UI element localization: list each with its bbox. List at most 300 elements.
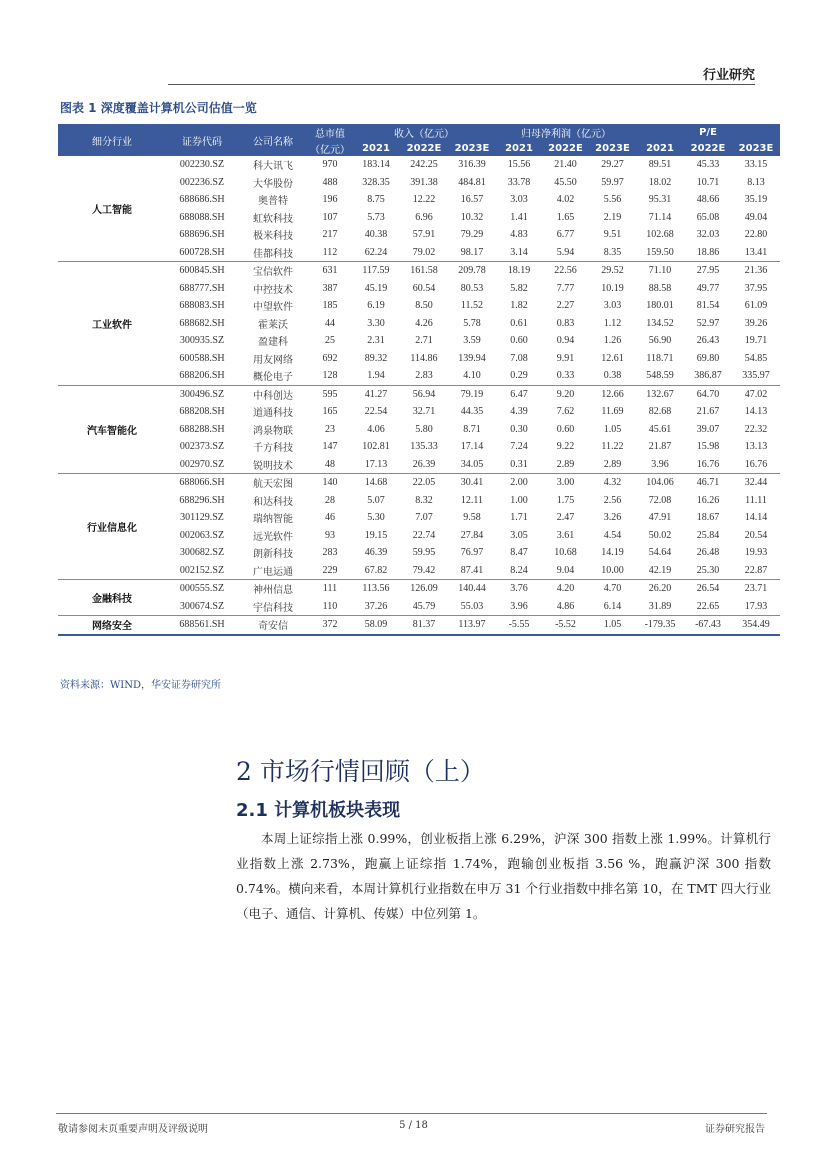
profit-2023e-cell: 1.12: [603, 317, 622, 329]
profit-2021-cell: 3.96: [496, 598, 542, 616]
pe-2022e-cell: 45.33: [696, 159, 720, 171]
profit-2021-cell: 1.00: [510, 494, 528, 506]
revenue-2022e-cell: 60.54: [412, 282, 436, 294]
pe-2023e-cell: 37.95: [744, 282, 768, 294]
profit-2023e-cell: 8.35: [589, 244, 636, 262]
header-year: 2023E: [589, 140, 636, 156]
revenue-2021-cell: 4.06: [367, 423, 385, 435]
pe-2021-cell: 88.58: [648, 282, 672, 294]
pe-2023e-cell: 8.13: [747, 176, 765, 188]
revenue-2023e-cell: 79.19: [460, 388, 484, 400]
pe-2022e-cell: 15.98: [696, 441, 720, 453]
revenue-2021-cell: 40.38: [364, 229, 388, 241]
pe-2021-cell: 95.31: [648, 194, 672, 206]
header-year: 2021: [496, 140, 542, 156]
valuation-table: [58, 124, 780, 636]
revenue-2022e-cell: 45.79: [400, 598, 448, 616]
profit-2022e-cell: 1.75: [556, 494, 575, 506]
profit-2022e-cell: 1.65: [556, 211, 575, 223]
table-row: [58, 509, 780, 527]
profit-2022e-cell: 7.62: [556, 406, 575, 418]
company-name-cell: 奥普特: [258, 196, 288, 208]
pe-2023e-cell: 39.26: [744, 317, 768, 329]
company-name-cell: 佳都科技: [238, 244, 308, 262]
pe-2023e-cell: 35.19: [744, 194, 768, 206]
company-name-cell: 远光软件: [253, 531, 293, 543]
market-cap-cell: 283: [322, 547, 338, 559]
pe-2021-cell: 31.89: [636, 598, 684, 616]
table-row: [58, 438, 780, 456]
revenue-2021-cell: 46.39: [364, 547, 388, 559]
pe-2021-cell: 159.50: [636, 244, 684, 262]
profit-2022e-cell: 0.60: [556, 423, 575, 435]
table-row: [58, 580, 780, 598]
code-cell: 300682.SZ: [179, 547, 225, 559]
code-cell: 002230.SZ: [179, 159, 225, 171]
profit-2023e-cell: 5.56: [603, 194, 622, 206]
revenue-2023e-cell: 44.35: [460, 406, 484, 418]
pe-2022e-cell: 49.77: [696, 282, 720, 294]
company-name-cell: 宝信软件: [253, 267, 293, 279]
profit-2021-cell: 3.14: [496, 244, 542, 262]
profit-2021-cell: 1.71: [510, 512, 528, 524]
sector-cell: 人工智能: [58, 156, 166, 262]
header-sector: 细分行业: [58, 124, 166, 156]
pe-2022e-cell: 69.80: [696, 352, 720, 364]
profit-2022e-cell: 4.86: [542, 598, 589, 616]
header-year: 2023E: [732, 140, 780, 156]
profit-2023e-cell: 14.19: [601, 547, 624, 559]
pe-2022e-cell: 27.95: [696, 265, 720, 277]
pe-2023e-cell: 23.71: [744, 583, 768, 595]
header-name: 公司名称: [238, 124, 308, 156]
profit-2022e-cell: 10.68: [554, 547, 577, 559]
company-name-cell: 锐明技术: [238, 456, 308, 474]
company-name-cell: 虹软科技: [253, 213, 293, 225]
revenue-2021-cell: 89.32: [364, 352, 388, 364]
pe-2023e-cell: 21.36: [744, 265, 768, 277]
company-name-cell: 广电运通: [238, 562, 308, 580]
table-row: [58, 598, 780, 616]
profit-2022e-cell: 2.89: [542, 456, 589, 474]
revenue-2023e-cell: 10.32: [460, 211, 484, 223]
revenue-2022e-cell: 79.42: [400, 562, 448, 580]
table-row: [58, 315, 780, 333]
pe-2023e-cell: 19.71: [744, 335, 768, 347]
revenue-2021-cell: 67.82: [352, 562, 400, 580]
code-cell: 688083.SH: [179, 300, 225, 312]
code-cell: 688777.SH: [179, 282, 225, 294]
code-cell: 300935.SZ: [179, 335, 225, 347]
pe-2021-cell: 180.01: [646, 300, 674, 312]
pe-2021-cell: 54.64: [648, 547, 672, 559]
market-cap-cell: 46: [325, 512, 335, 524]
header-mktcap: 总市值: [308, 124, 352, 140]
code-cell: 002236.SZ: [179, 176, 225, 188]
pe-2022e-cell: 21.67: [696, 406, 720, 418]
pe-2022e-cell: -67.43: [684, 616, 732, 635]
profit-2021-cell: 8.47: [510, 547, 528, 559]
section-subheading: 2.1 计算机板块表现: [236, 800, 401, 821]
table-row: [58, 280, 780, 298]
pe-2023e-cell: 54.85: [744, 352, 768, 364]
revenue-2023e-cell: 8.71: [463, 423, 481, 435]
revenue-2022e-cell: 79.02: [400, 244, 448, 262]
code-cell: 688208.SH: [179, 406, 225, 418]
market-cap-cell: 93: [325, 529, 335, 541]
revenue-2023e-cell: 140.44: [458, 583, 486, 595]
profit-2021-cell: 7.24: [510, 441, 528, 453]
revenue-2023e-cell: 17.14: [460, 441, 484, 453]
header-mktcap-unit: （亿元）: [308, 140, 352, 156]
pe-2022e-cell: 26.48: [696, 547, 720, 559]
revenue-2021-cell: 37.26: [352, 598, 400, 616]
company-name-cell: 概伦电子: [238, 367, 308, 385]
profit-2022e-cell: 2.47: [556, 512, 575, 524]
header-code: 证券代码: [166, 124, 238, 156]
table-row: [58, 492, 780, 510]
code-cell: 600588.SH: [179, 352, 225, 364]
profit-2021-cell: 2.00: [510, 477, 528, 489]
profit-2022e-cell: 2.27: [556, 300, 575, 312]
revenue-2022e-cell: 7.07: [415, 512, 433, 524]
pe-2021-cell: 50.02: [648, 529, 672, 541]
revenue-2022e-cell: 8.50: [415, 300, 433, 312]
profit-2021-cell: 18.19: [507, 265, 531, 277]
profit-2021-cell: 0.31: [496, 456, 542, 474]
company-name-cell: 大华股份: [253, 178, 293, 190]
table-row: [58, 174, 780, 192]
pe-2021-cell: 132.67: [646, 388, 674, 400]
profit-2022e-cell: 9.22: [556, 441, 575, 453]
revenue-2023e-cell: 113.97: [448, 616, 496, 635]
profit-2023e-cell: 29.52: [601, 265, 624, 277]
footer-report-type: 证券研究报告: [705, 1124, 765, 1135]
company-name-cell: 神州信息: [253, 585, 293, 597]
pe-2023e-cell: 22.80: [744, 229, 768, 241]
profit-2022e-cell: 5.94: [542, 244, 589, 262]
revenue-2022e-cell: 242.25: [410, 159, 438, 171]
pe-2022e-cell: 16.76: [684, 456, 732, 474]
revenue-2023e-cell: 9.58: [463, 512, 481, 524]
company-name-cell: 航天宏图: [253, 479, 293, 491]
footer-disclaimer: 敬请参阅末页重要声明及评级说明: [58, 1124, 208, 1135]
market-cap-cell: 229: [308, 562, 352, 580]
market-cap-cell: 631: [322, 265, 338, 277]
code-cell: 002063.SZ: [179, 529, 225, 541]
code-cell: 600728.SH: [166, 244, 238, 262]
revenue-2023e-cell: 5.78: [463, 317, 481, 329]
profit-2023e-cell: 3.26: [603, 512, 622, 524]
table-source: 资料来源：WIND，华安证券研究所: [60, 680, 221, 691]
profit-2023e-cell: 11.22: [601, 441, 624, 453]
code-cell: 688561.SH: [166, 616, 238, 635]
company-name-cell: 朗新科技: [253, 549, 293, 561]
revenue-2023e-cell: 30.41: [460, 477, 484, 489]
revenue-2021-cell: 22.54: [364, 406, 388, 418]
pe-2023e-cell: 16.76: [732, 456, 780, 474]
profit-2021-cell: 7.08: [510, 352, 528, 364]
revenue-2022e-cell: 2.83: [400, 367, 448, 385]
profit-2021-cell: 0.61: [510, 317, 528, 329]
header-section-label: 行业研究: [702, 68, 755, 83]
header-profit: 归母净利润（亿元）: [496, 124, 636, 140]
table-body: [58, 156, 780, 635]
table-row: [58, 456, 780, 474]
profit-2022e-cell: 4.20: [556, 583, 575, 595]
market-cap-cell: 488: [322, 176, 338, 188]
revenue-2023e-cell: 4.10: [448, 367, 496, 385]
sector-cell: 网络安全: [58, 616, 166, 635]
company-name-cell: 用友网络: [253, 354, 293, 366]
profit-2023e-cell: 2.19: [603, 211, 622, 223]
code-cell: 688066.SH: [179, 477, 225, 489]
profit-2021-cell: 33.78: [507, 176, 531, 188]
pe-2021-cell: 45.61: [648, 423, 672, 435]
table-row: [58, 474, 780, 492]
profit-2023e-cell: 59.97: [601, 176, 624, 188]
code-cell: 688696.SH: [179, 229, 225, 241]
pe-2021-cell: 71.14: [648, 211, 672, 223]
revenue-2022e-cell: 26.39: [400, 456, 448, 474]
revenue-2022e-cell: 22.74: [412, 529, 436, 541]
company-name-cell: 宇信科技: [238, 598, 308, 616]
revenue-2021-cell: 62.24: [352, 244, 400, 262]
header-year: 2021: [636, 140, 684, 156]
market-cap-cell: 595: [322, 388, 338, 400]
code-cell: 600845.SH: [179, 265, 225, 277]
market-cap-cell: 48: [308, 456, 352, 474]
market-cap-cell: 196: [322, 194, 338, 206]
pe-2023e-cell: 22.32: [744, 423, 768, 435]
company-name-cell: 中控技术: [253, 284, 293, 296]
revenue-2023e-cell: 209.78: [458, 265, 486, 277]
company-name-cell: 千方科技: [253, 443, 293, 455]
profit-2022e-cell: 0.94: [556, 335, 575, 347]
profit-2023e-cell: 10.00: [589, 562, 636, 580]
pe-2023e-cell: 335.97: [732, 367, 780, 385]
profit-2023e-cell: 4.54: [603, 529, 622, 541]
profit-2022e-cell: 0.83: [556, 317, 575, 329]
market-cap-cell: 128: [308, 367, 352, 385]
profit-2022e-cell: 3.61: [556, 529, 575, 541]
market-cap-cell: 111: [322, 583, 338, 595]
code-cell: 688296.SH: [179, 494, 225, 506]
revenue-2021-cell: 1.94: [352, 367, 400, 385]
company-name-cell: 道通科技: [253, 408, 293, 420]
profit-2022e-cell: 3.00: [556, 477, 575, 489]
pe-2021-cell: 47.91: [648, 512, 672, 524]
pe-2023e-cell: 354.49: [732, 616, 780, 635]
company-name-cell: 鸿泉物联: [253, 425, 293, 437]
profit-2021-cell: 3.03: [510, 194, 528, 206]
revenue-2021-cell: 41.27: [364, 388, 388, 400]
revenue-2023e-cell: 55.03: [448, 598, 496, 616]
profit-2022e-cell: 9.04: [542, 562, 589, 580]
profit-2023e-cell: 12.61: [601, 352, 624, 364]
pe-2023e-cell: 32.44: [744, 477, 768, 489]
body-paragraph: 本周上证综指上涨 0.99%，创业板指上涨 6.29%，沪深 300 指数上涨 1.99%。计算机行业指数上涨 2.73%，跑赢上证综指 1.74%，跑输创业板指 3.56 %，跑赢沪深 300 指数 0.74%。横向来看，本周计算机行业指数在申万 31 个行业指数中排名第 10，在 TMT 四大行业（电子、通信、计算机、传媒）中位列第 1。: [236, 831, 771, 921]
table-row: [58, 527, 780, 545]
market-cap-cell: 970: [322, 159, 338, 171]
revenue-2021-cell: 328.35: [362, 176, 390, 188]
pe-2023e-cell: 19.93: [744, 547, 768, 559]
profit-2023e-cell: 3.03: [603, 300, 622, 312]
footer-page-number: 5 / 18: [399, 1120, 428, 1131]
pe-2023e-cell: 13.41: [732, 244, 780, 262]
pe-2022e-cell: 16.26: [696, 494, 720, 506]
section-heading: 2 市场行情回顾（上）: [236, 757, 485, 786]
profit-2021-cell: 3.76: [510, 583, 528, 595]
revenue-2022e-cell: 6.96: [415, 211, 433, 223]
profit-2023e-cell: 1.05: [603, 423, 622, 435]
profit-2022e-cell: 6.77: [556, 229, 575, 241]
pe-2023e-cell: 61.09: [744, 300, 768, 312]
table-row: [58, 262, 780, 280]
revenue-2023e-cell: 27.84: [460, 529, 484, 541]
pe-2023e-cell: 13.13: [744, 441, 768, 453]
pe-2022e-cell: 64.70: [696, 388, 720, 400]
profit-2023e-cell: 2.56: [603, 494, 622, 506]
pe-2023e-cell: 20.54: [744, 529, 768, 541]
code-cell: 300496.SZ: [179, 388, 225, 400]
revenue-2021-cell: 183.14: [362, 159, 390, 171]
revenue-2022e-cell: 126.09: [410, 583, 438, 595]
code-cell: 688288.SH: [179, 423, 225, 435]
profit-2023e-cell: 0.38: [589, 367, 636, 385]
pe-2022e-cell: 10.71: [696, 176, 720, 188]
revenue-2022e-cell: 32.71: [412, 406, 436, 418]
pe-2022e-cell: 65.08: [696, 211, 720, 223]
code-cell: 002152.SZ: [166, 562, 238, 580]
revenue-2022e-cell: 56.94: [412, 388, 436, 400]
pe-2022e-cell: 25.30: [684, 562, 732, 580]
market-cap-cell: 692: [322, 352, 338, 364]
market-cap-cell: 387: [322, 282, 338, 294]
market-cap-cell: 107: [322, 211, 338, 223]
profit-2021-cell: 0.60: [510, 335, 528, 347]
company-name-cell: 瑞纳智能: [253, 514, 293, 526]
sector-cell: 汽车智能化: [58, 385, 166, 474]
company-name-cell: 中科创达: [253, 390, 293, 402]
market-cap-cell: 165: [322, 406, 338, 418]
market-cap-cell: 25: [325, 335, 335, 347]
profit-2023e-cell: 11.69: [601, 406, 624, 418]
revenue-2021-cell: 45.19: [364, 282, 388, 294]
revenue-2023e-cell: 34.05: [448, 456, 496, 474]
market-cap-cell: 217: [322, 229, 338, 241]
company-name-cell: 科大讯飞: [253, 161, 293, 173]
pe-2022e-cell: 46.71: [696, 477, 720, 489]
pe-2023e-cell: 47.02: [744, 388, 768, 400]
pe-2021-cell: 21.87: [648, 441, 672, 453]
table-row: [58, 421, 780, 439]
table-row: [58, 244, 780, 262]
profit-2021-cell: 5.82: [510, 282, 528, 294]
market-cap-cell: 28: [325, 494, 335, 506]
revenue-2022e-cell: 114.86: [410, 352, 438, 364]
table-row: [58, 350, 780, 368]
header-year: 2022E: [542, 140, 589, 156]
pe-2021-cell: 104.06: [646, 477, 674, 489]
code-cell: 688686.SH: [179, 194, 225, 206]
pe-2022e-cell: 26.43: [696, 335, 720, 347]
profit-2023e-cell: 9.51: [603, 229, 622, 241]
pe-2021-cell: 72.08: [648, 494, 672, 506]
pe-2023e-cell: 33.15: [744, 159, 768, 171]
header-year: 2022E: [400, 140, 448, 156]
pe-2023e-cell: 14.14: [744, 512, 768, 524]
table-title: 图表 1 深度覆盖计算机公司估值一览: [60, 101, 257, 115]
revenue-2022e-cell: 2.71: [415, 335, 433, 347]
pe-2021-cell: 18.02: [648, 176, 672, 188]
table-row: [58, 544, 780, 562]
pe-2022e-cell: 25.84: [696, 529, 720, 541]
header-year: 2023E: [448, 140, 496, 156]
code-cell: 301129.SZ: [180, 512, 224, 524]
revenue-2021-cell: 102.81: [362, 441, 390, 453]
profit-2021-cell: 1.41: [510, 211, 528, 223]
revenue-2022e-cell: 57.91: [412, 229, 436, 241]
profit-2023e-cell: 12.66: [601, 388, 624, 400]
profit-2021-cell: 6.47: [510, 388, 528, 400]
revenue-2023e-cell: 11.52: [460, 300, 484, 312]
pe-2021-cell: 89.51: [648, 159, 672, 171]
pe-2022e-cell: 52.97: [696, 317, 720, 329]
sector-cell: 行业信息化: [58, 474, 166, 580]
sector-cell: 金融科技: [58, 580, 166, 616]
revenue-2022e-cell: 391.38: [410, 176, 438, 188]
pe-2022e-cell: 386.87: [684, 367, 732, 385]
table-row: [58, 367, 780, 385]
profit-2022e-cell: 0.33: [542, 367, 589, 385]
table-row: [58, 226, 780, 244]
revenue-2022e-cell: 5.80: [415, 423, 433, 435]
profit-2021-cell: 8.24: [496, 562, 542, 580]
table-row: [58, 156, 780, 174]
pe-2021-cell: 56.90: [648, 335, 672, 347]
profit-2023e-cell: 4.70: [603, 583, 622, 595]
market-cap-cell: 112: [308, 244, 352, 262]
table-row: [58, 562, 780, 580]
code-cell: 000555.SZ: [179, 583, 225, 595]
revenue-2023e-cell: 139.94: [458, 352, 486, 364]
pe-2021-cell: -179.35: [636, 616, 684, 635]
pe-2021-cell: 42.19: [636, 562, 684, 580]
pe-2021-cell: 118.71: [646, 352, 674, 364]
table-row: [58, 191, 780, 209]
pe-2021-cell: 82.68: [648, 406, 672, 418]
pe-2022e-cell: 18.67: [696, 512, 720, 524]
table-row: [58, 403, 780, 421]
profit-2021-cell: 0.30: [510, 423, 528, 435]
revenue-2023e-cell: 3.59: [463, 335, 481, 347]
code-cell: 002373.SZ: [179, 441, 225, 453]
market-cap-cell: 23: [325, 423, 335, 435]
pe-2021-cell: 134.52: [646, 317, 674, 329]
revenue-2022e-cell: 135.33: [410, 441, 438, 453]
pe-2022e-cell: 39.07: [696, 423, 720, 435]
revenue-2023e-cell: 87.41: [448, 562, 496, 580]
revenue-2021-cell: 8.75: [367, 194, 385, 206]
profit-2023e-cell: 1.05: [589, 616, 636, 635]
header-pe: P/E: [636, 124, 780, 140]
revenue-2023e-cell: 16.57: [460, 194, 484, 206]
revenue-2022e-cell: 81.37: [400, 616, 448, 635]
code-cell: 300674.SZ: [166, 598, 238, 616]
profit-2021-cell: 4.39: [510, 406, 528, 418]
pe-2021-cell: 26.20: [648, 583, 672, 595]
